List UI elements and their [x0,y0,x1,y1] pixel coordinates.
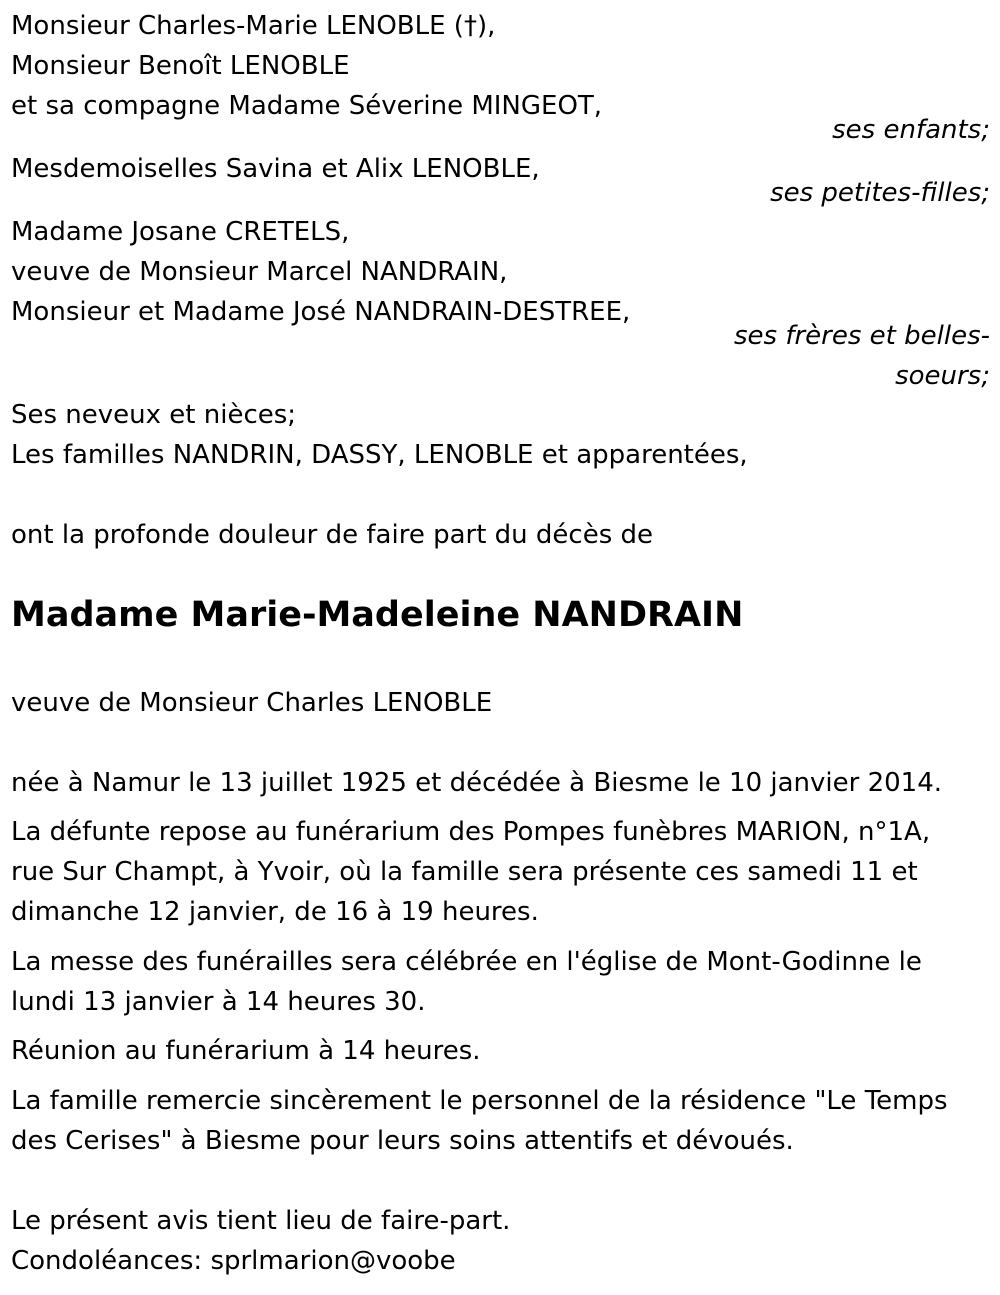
mass-line-2: lundi 13 janvier à 14 heures 30. [11,987,426,1017]
role-siblings-line-1: ses frères et belles- [733,321,990,351]
announcement-text: ont la profonde douleur de faire part du décès de [11,520,654,550]
family-line-sibling-3: Monsieur et Madame José NANDRAIN-DESTREE, [11,297,631,327]
family-line-sibling-2: veuve de Monsieur Marcel NANDRAIN, [11,257,508,287]
notice-text: Le présent avis tient lieu de faire-part. [11,1206,511,1236]
rest-line-1: La défunte repose au funérarium des Pompes funèbres MARION, n°1A, [11,817,931,847]
thanks-line-2: des Cerises" à Biesme pour leurs soins attentifs et dévoués. [11,1126,794,1156]
rest-line-2: rue Sur Champt, à Yvoir, où la famille sera présente ces samedi 11 et [11,857,918,887]
family-line-child-3: et sa compagne Madame Séverine MINGEOT, [11,91,603,121]
role-siblings-line-2: soeurs; [895,361,990,391]
birth-death-text: née à Namur le 13 juillet 1925 et décédée à Biesme le 10 janvier 2014. [11,768,943,798]
mass-line-1: La messe des funérailles sera célébrée en l'église de Mont-Godinne le [11,947,922,977]
family-line-families: Les familles NANDRIN, DASSY, LENOBLE et apparentées, [11,440,748,470]
role-grandchildren: ses petites-filles; [770,178,990,208]
family-line-child-1: Monsieur Charles-Marie LENOBLE (†), [11,11,496,41]
role-children: ses enfants; [832,115,990,145]
family-line-child-2: Monsieur Benoît LENOBLE [11,51,350,81]
family-line-grandchildren: Mesdemoiselles Savina et Alix LENOBLE, [11,154,540,184]
condolences-text: Condoléances: sprlmarion@voobe [11,1246,456,1276]
family-line-sibling-1: Madame Josane CRETELS, [11,217,350,247]
thanks-line-1: La famille remercie sincèrement le personnel de la résidence "Le Temps [11,1086,948,1116]
deceased-name: Madame Marie-Madeleine NANDRAIN [11,595,744,635]
deceased-status: veuve de Monsieur Charles LENOBLE [11,688,493,718]
meeting-text: Réunion au funérarium à 14 heures. [11,1036,481,1066]
family-line-nephews: Ses neveux et nièces; [11,400,297,430]
rest-line-3: dimanche 12 janvier, de 16 à 19 heures. [11,897,539,927]
